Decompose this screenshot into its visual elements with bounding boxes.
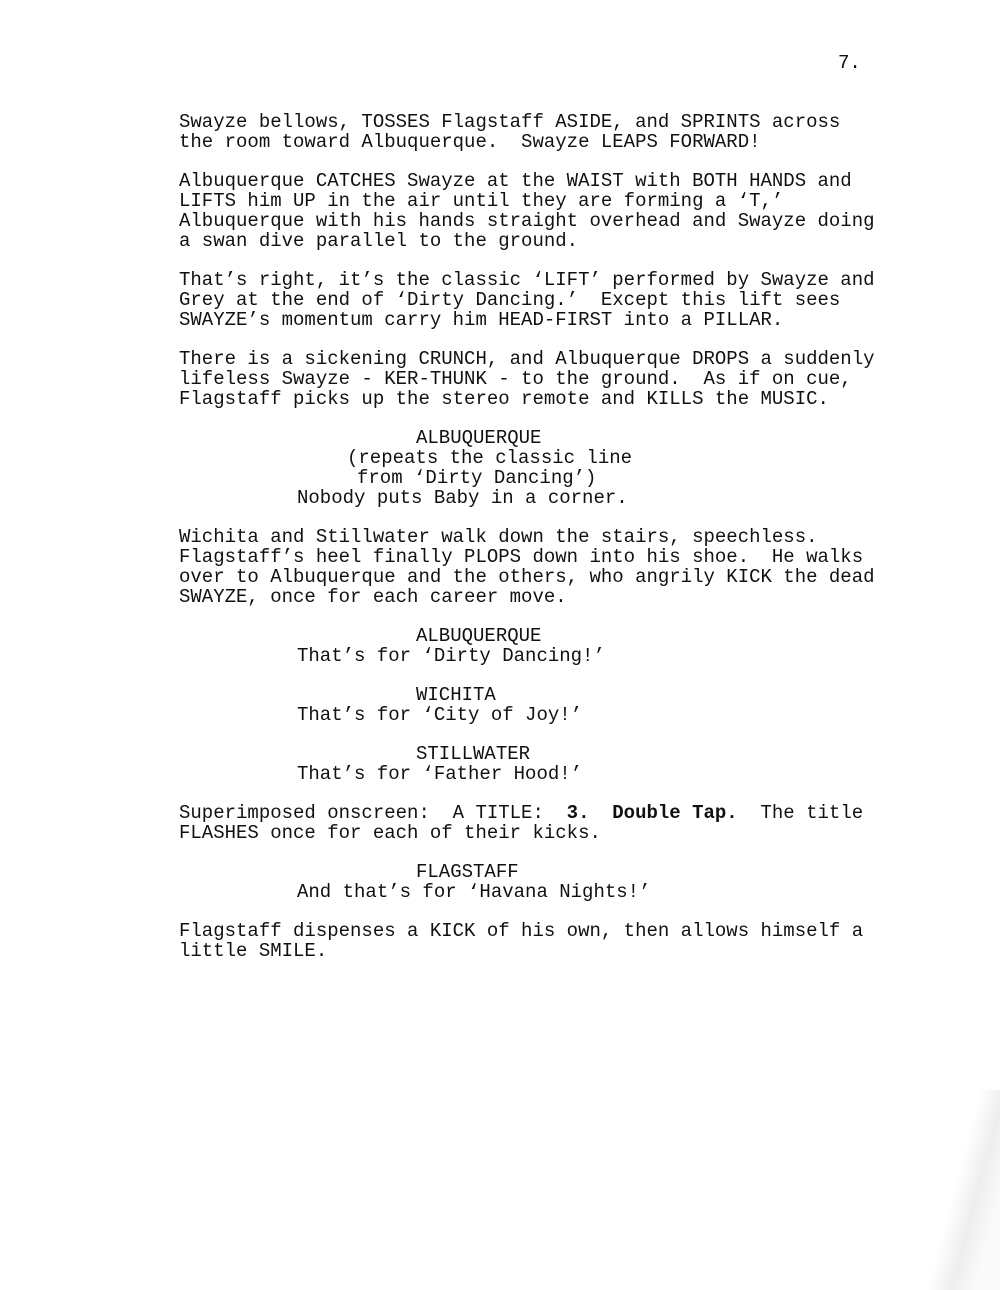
action-line: Flagstaff’s heel finally PLOPS down into his shoe. He walks	[179, 546, 864, 568]
action-line: LIFTS him UP in the air until they are forming a ‘T,’	[179, 190, 784, 212]
action-line: Albuquerque CATCHES Swayze at the WAIST with BOTH HANDS and	[179, 170, 852, 192]
action-line: the room toward Albuquerque. Swayze LEAPS FORWARD!	[179, 131, 761, 153]
action-line: FLASHES once for each of their kicks.	[179, 822, 601, 844]
dialogue-line: Nobody puts Baby in a corner.	[297, 487, 628, 509]
action-line: Wichita and Stillwater walk down the stairs, speechless.	[179, 526, 818, 548]
character-name: STILLWATER	[416, 743, 531, 765]
dialogue-line: And that’s for ‘Havana Nights!’	[297, 881, 651, 903]
action-line: lifeless Swayze - KER-THUNK - to the ground. As if on cue,	[179, 368, 852, 390]
action-line: There is a sickening CRUNCH, and Albuquerque DROPS a suddenly	[179, 348, 875, 370]
action-line: Swayze bellows, TOSSES Flagstaff ASIDE, and SPRINTS across	[179, 111, 841, 133]
dialogue-line: That’s for ‘Dirty Dancing!’	[297, 645, 605, 667]
character-name: ALBUQUERQUE	[416, 625, 542, 647]
character-name: WICHITA	[416, 684, 496, 706]
action-line: SWAYZE’s momentum carry him HEAD-FIRST into a PILLAR.	[179, 309, 784, 331]
character-name: ALBUQUERQUE	[416, 427, 542, 449]
page-number: 7.	[838, 52, 861, 74]
action-line: That’s right, it’s the classic ‘LIFT’ performed by Swayze and	[179, 269, 875, 291]
dialogue-line: That’s for ‘City of Joy!’	[297, 704, 583, 726]
action-text: Superimposed onscreen: A TITLE:	[179, 802, 567, 824]
action-line: Albuquerque with his hands straight overhead and Swayze doing	[179, 210, 875, 232]
page-curl-shadow	[890, 1090, 1000, 1290]
parenthetical: from ‘Dirty Dancing’)	[357, 467, 597, 489]
action-text: The title	[737, 802, 864, 824]
action-line: little SMILE.	[179, 940, 328, 962]
action-line: over to Albuquerque and the others, who angrily KICK the dead	[179, 566, 875, 588]
action-line: Flagstaff dispenses a KICK of his own, then allows himself a	[179, 920, 864, 942]
action-line: SWAYZE, once for each career move.	[179, 586, 567, 608]
parenthetical: (repeats the classic line	[347, 447, 633, 469]
superimposed-title: 3. Double Tap.	[566, 802, 738, 824]
action-line: Grey at the end of ‘Dirty Dancing.’ Except this lift sees	[179, 289, 841, 311]
action-line: a swan dive parallel to the ground.	[179, 230, 579, 252]
action-line	[179, 803, 863, 823]
character-name: FLAGSTAFF	[416, 861, 519, 883]
dialogue-line: That’s for ‘Father Hood!’	[297, 763, 583, 785]
action-line: Flagstaff picks up the stereo remote and KILLS the MUSIC.	[179, 388, 829, 410]
